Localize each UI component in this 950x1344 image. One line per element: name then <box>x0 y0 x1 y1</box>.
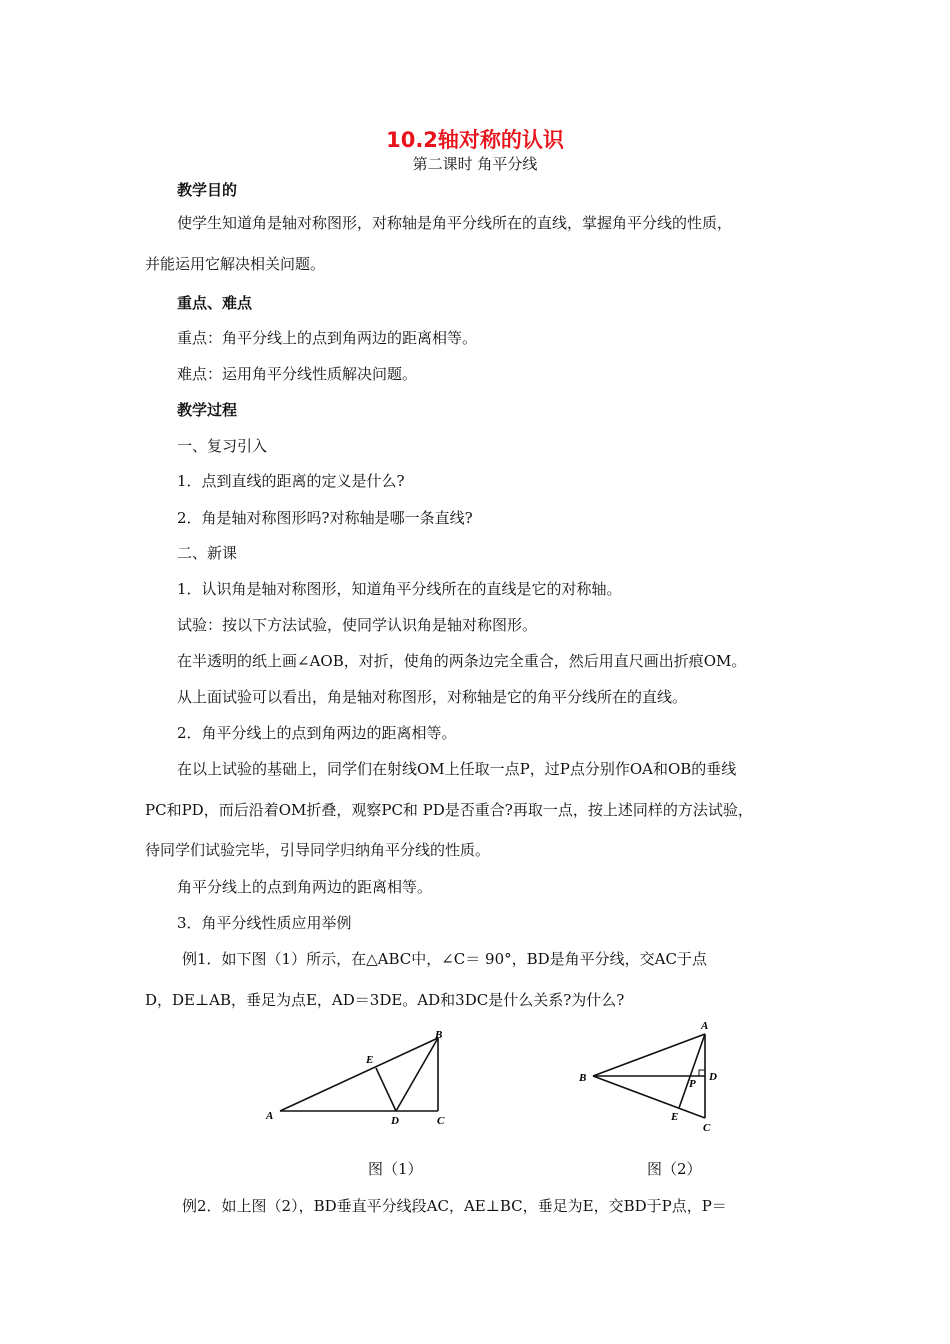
paragraph-line: 二、新课 <box>177 544 238 562</box>
paragraph-line: 一、复习引入 <box>177 437 268 455</box>
paragraph-line: 从上面试验可以看出，角是轴对称图形，对称轴是它的角平分线所在的直线。 <box>177 688 688 706</box>
figure-2-label-d: D <box>709 1071 717 1083</box>
figure-1-label-c: C <box>437 1115 445 1127</box>
heading-teaching-process: 教学过程 <box>177 401 238 419</box>
paragraph-line: 2．角平分线上的点到角两边的距离相等。 <box>177 724 457 742</box>
paragraph-line: 3．角平分线性质应用举例 <box>177 914 352 932</box>
paragraph-line: 使学生知道角是轴对称图形，对称轴是角平分线所在的直线，掌握角平分线的性质， <box>177 214 733 232</box>
paragraph-line: 待同学们试验完毕，引导同学归纳角平分线的性质。 <box>145 841 491 859</box>
paragraph-line: 例1．如下图（1）所示，在△ABC中，∠C＝ 90°，BD是角平分线，交AC于点 <box>182 950 707 968</box>
figure-2-label-c: C <box>703 1122 711 1134</box>
figure-1-label-b: B <box>435 1029 443 1041</box>
figure-1-triangle-diagram <box>260 1026 460 1136</box>
paragraph-line: 重点：角平分线上的点到角两边的距离相等。 <box>177 329 478 347</box>
figure-2-label-b: B <box>579 1072 587 1084</box>
paragraph-line: D，DE⊥AB，垂足为点E，AD＝3DE。AD和3DC是什么关系?为什么? <box>145 991 625 1009</box>
figure-2-label-a: A <box>701 1020 709 1032</box>
figure-1-label-d: D <box>391 1115 399 1127</box>
figure-2-label-p: P <box>689 1078 696 1090</box>
heading-key-points: 重点、难点 <box>177 294 253 312</box>
document-title: 10.2轴对称的认识 <box>386 128 564 152</box>
paragraph-line: 并能运用它解决相关问题。 <box>145 255 326 273</box>
figure-2-triangle-diagram <box>575 1016 735 1146</box>
paragraph-line: 角平分线上的点到角两边的距离相等。 <box>177 878 433 896</box>
heading-teaching-goal: 教学目的 <box>177 181 238 199</box>
figure-2-caption: 图（2） <box>647 1160 702 1178</box>
figure-1-label-a: A <box>266 1110 274 1122</box>
figure-2-label-e: E <box>671 1111 679 1123</box>
paragraph-line: 在以上试验的基础上，同学们在射线OM上任取一点P，过P点分别作OA和OB的垂线 <box>177 760 737 778</box>
paragraph-line: 难点：运用角平分线性质解决问题。 <box>177 365 418 383</box>
paragraph-line: 例2．如上图（2），BD垂直平分线段AC，AE⊥BC，垂足为E，交BD于P点，P＝ <box>182 1197 727 1215</box>
paragraph-line: 1．认识角是轴对称图形，知道角平分线所在的直线是它的对称轴。 <box>177 580 622 598</box>
paragraph-line: 在半透明的纸上画∠AOB，对折，使角的两条边完全重合，然后用直尺画出折痕OM。 <box>177 652 747 670</box>
figure-1-caption: 图（1） <box>368 1160 423 1178</box>
document-subtitle: 第二课时 角平分线 <box>412 155 538 173</box>
paragraph-line: 试验：按以下方法试验，使同学认识角是轴对称图形。 <box>177 616 538 634</box>
figure-1-label-e: E <box>366 1054 374 1066</box>
paragraph-line: 2．角是轴对称图形吗?对称轴是哪一条直线? <box>177 509 473 527</box>
paragraph-line: PC和PD，而后沿着OM折叠，观察PC和 PD是否重合?再取一点，按上述同样的方法试验， <box>145 801 753 819</box>
paragraph-line: 1．点到直线的距离的定义是什么? <box>177 472 405 490</box>
